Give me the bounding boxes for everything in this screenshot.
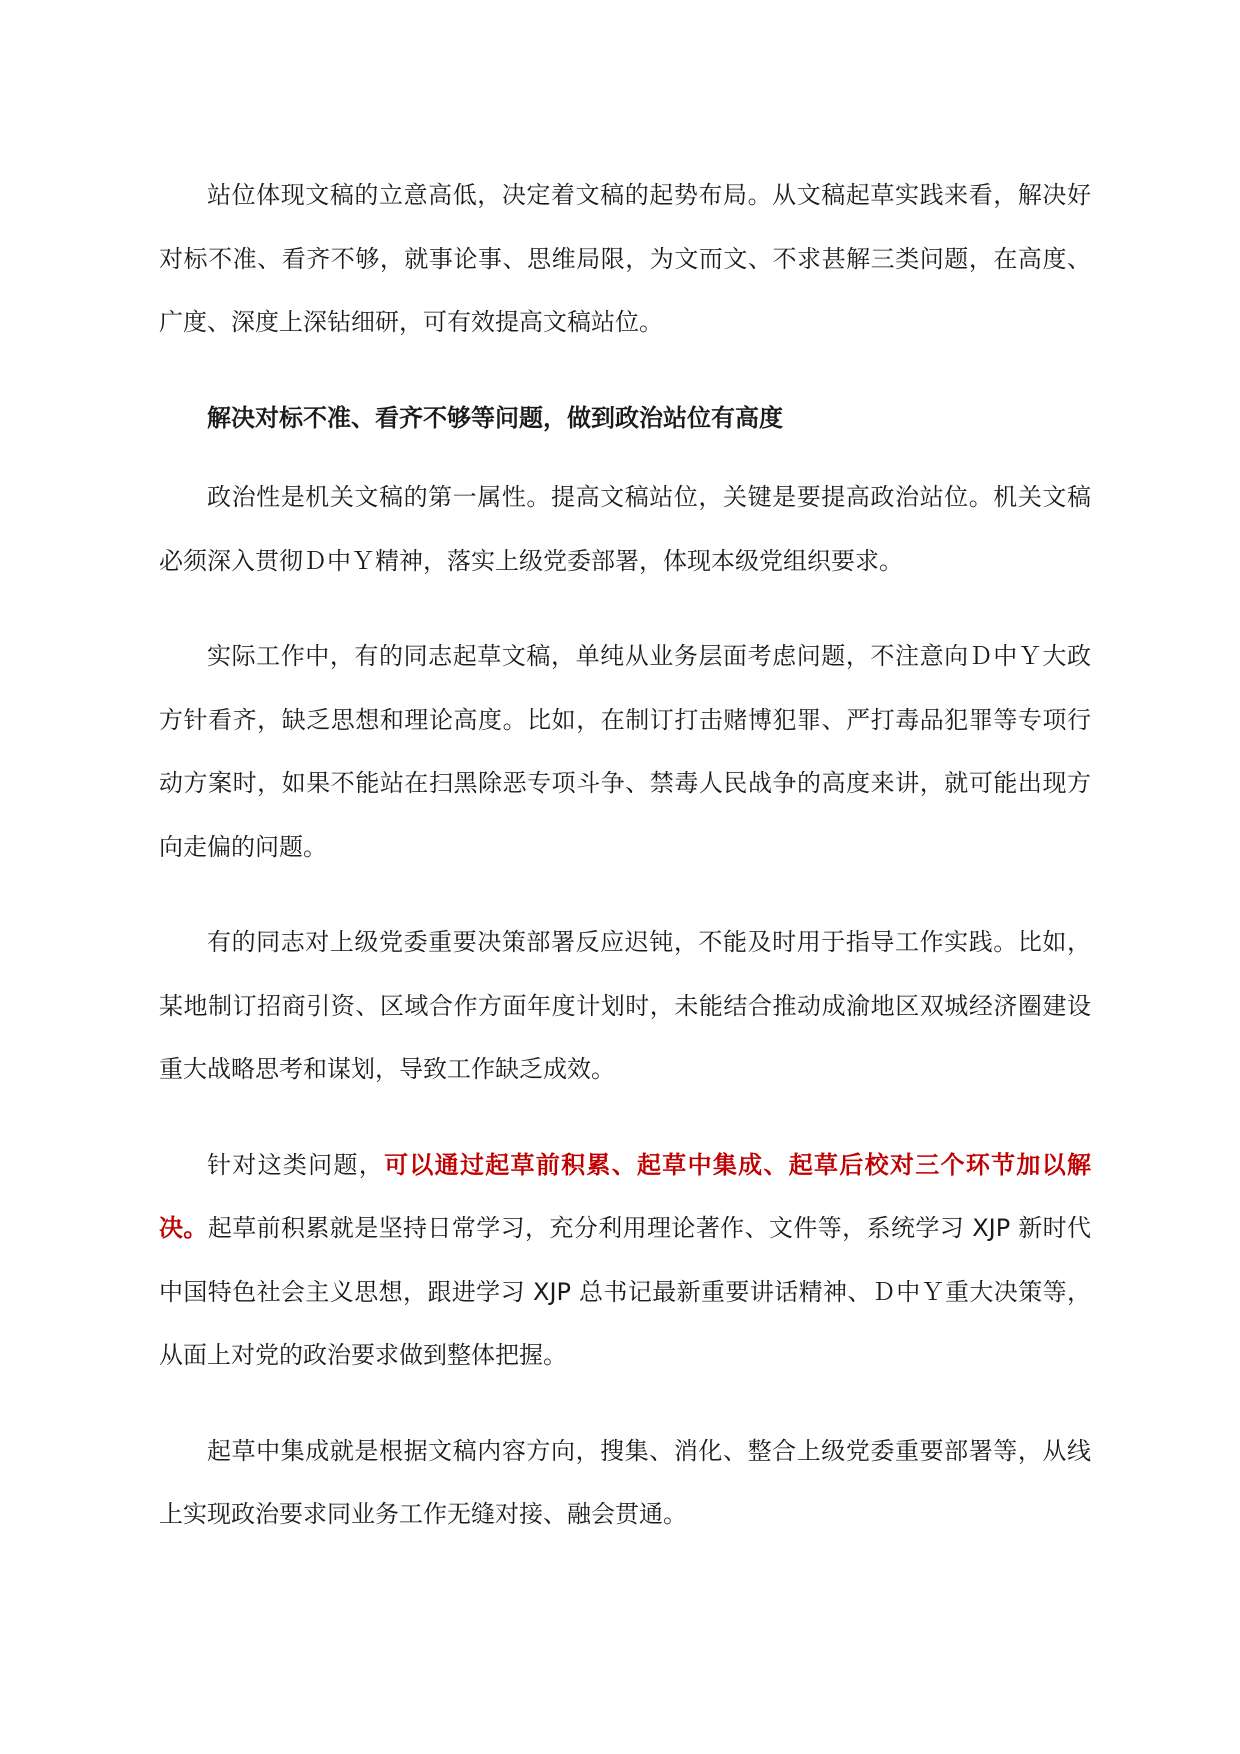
solution-lead-text: 针对这类问题， [207,1150,385,1179]
paragraph-integration: 起草中集成就是根据文稿内容方向，搜集、消化、整合上级党委重要部署等，从线上实现政治要求同业务工作无缝对接、融会贯通。 [159,1436,1091,1528]
solution-emphasis-text: 可以通过起草前积累、起草中集成、起草后校对三个环节加以解决。 [159,1150,1092,1242]
paragraph-practical-work: 实际工作中，有的同志起草文稿，单纯从业务层面考虑问题，不注意向Ｄ中Ｙ大政方针看齐，缺乏思想和理论高度。比如，在制订打击赌博犯罪、严打毒品犯罪等专项行动方案时，如果不能站在扫黑除恶专项斗争、禁毒人民战争的高度来讲，就可能出现方向走偏的问题。 [159,642,1091,861]
paragraph-political-nature: 政治性是机关文稿的第一属性。提高文稿站位，关键是要提高政治站位。机关文稿必须深入贯彻Ｄ中Ｙ精神，落实上级党委部署，体现本级党组织要求。 [159,483,1091,575]
solution-detail-text: 起草前积累就是坚持日常学习，充分利用理论著作、文件等，系统学习 XJP 新时代中国特色社会主义思想，跟进学习 XJP 总书记最新重要讲话精神、Ｄ中Ｙ重大决策等，从面上对党的政治要求做到整体把握。 [159,1214,1092,1369]
document-body [159,164,1091,1579]
section-heading: 解决对标不准、看齐不够等问题，做到政治站位有高度 [207,403,783,432]
paragraph-slow-response: 有的同志对上级党委重要决策部署反应迟钝，不能及时用于指导工作实践。比如，某地制订招商引资、区域合作方面年度计划时，未能结合推动成渝地区双城经济圈建设重大战略思考和谋划，导致工作缺乏成效。 [159,928,1091,1083]
paragraph-intro: 站位体现文稿的立意高低，决定着文稿的起势布局。从文稿起草实践来看，解决好对标不准、看齐不够，就事论事、思维局限，为文而文、不求甚解三类问题，在高度、广度、深度上深钻细研，可有效提高文稿站位。 [159,181,1091,336]
paragraph-solution [159,1134,1091,1388]
